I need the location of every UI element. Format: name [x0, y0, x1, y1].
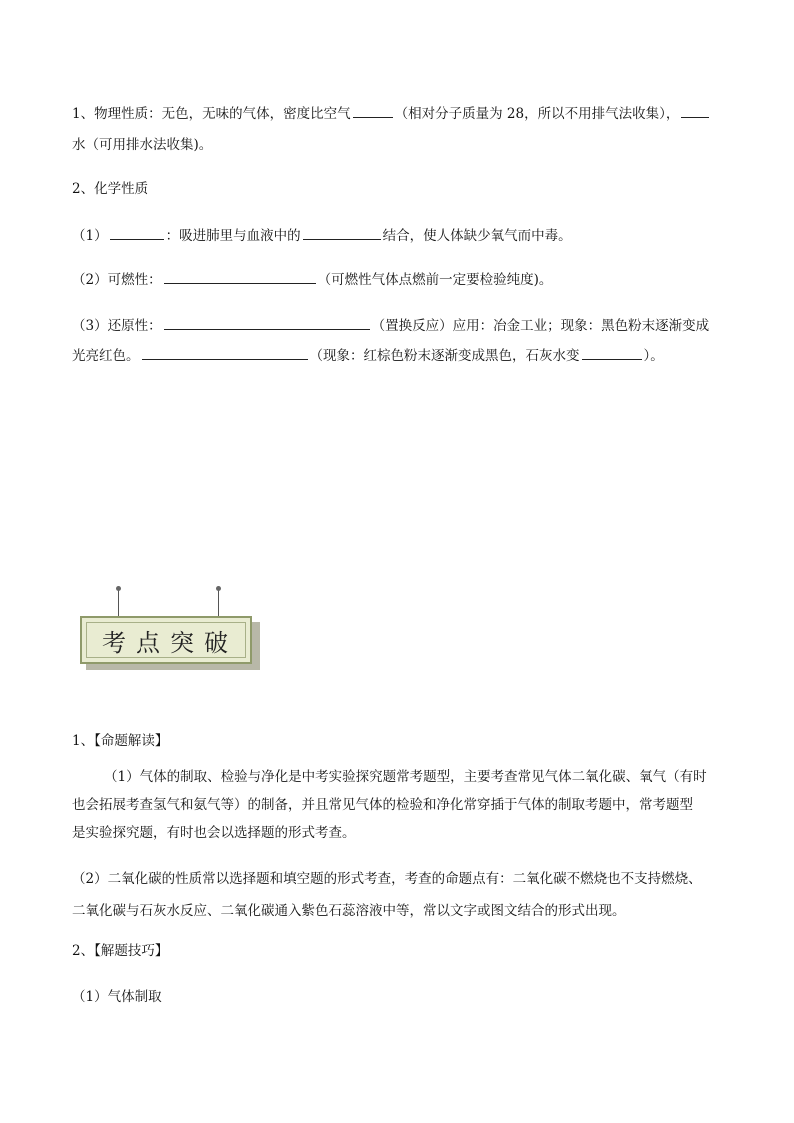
answer-blank[interactable]: [110, 226, 164, 240]
analysis-p2-line: 二氧化碳与石灰水反应、二氧化碳通入紫色石蕊溶液中等，常以文字或图文结合的形式出现。: [72, 903, 626, 919]
badge-title: 考点突破: [86, 622, 246, 658]
answer-blank[interactable]: [582, 346, 642, 360]
tips-heading: 2、【解题技巧】: [72, 943, 169, 959]
section-badge: [80, 588, 260, 672]
answer-blank[interactable]: [164, 270, 316, 284]
answer-blank[interactable]: [142, 346, 308, 360]
hanging-string: [218, 588, 219, 618]
answer-blank[interactable]: [681, 104, 709, 118]
reducibility-line2: 光亮红色。 （现象：红棕色粉末逐渐变成黑色，石灰水变 ）。: [72, 348, 664, 364]
answer-blank[interactable]: [164, 316, 370, 330]
combustibility-line: （2）可燃性： （可燃性气体点燃前一定要检验纯度)。: [72, 272, 553, 288]
badge-frame: [80, 616, 252, 664]
reducibility-line1: （3）还原性： （置换反应）应用：冶金工业；现象：黑色粉末逐渐变成: [72, 318, 710, 334]
answer-blank[interactable]: [353, 104, 393, 118]
tips-item-gas-preparation: （1）气体制取: [72, 989, 162, 1005]
analysis-p2-line: （2）二氧化碳的性质常以选择题和填空题的形式考查，考查的命题点有：二氧化碳不燃烧也不支持燃烧、: [72, 871, 702, 887]
analysis-p1-line: 是实验探究题，有时也会以选择题的形式考查。: [72, 825, 356, 841]
physical-properties-line2: 水（可用排水法收集)。: [72, 137, 213, 153]
chemical-properties-heading: 2、化学性质: [72, 181, 149, 197]
analysis-p1-line: （1）气体的制取、检验与净化是中考实验探究题常考题型，主要考查常见气体二氧化碳、氧气（有时: [104, 769, 707, 785]
toxicity-line: （1） ：吸进肺里与血液中的 结合，使人体缺少氧气而中毒。: [72, 228, 572, 244]
answer-blank[interactable]: [303, 226, 381, 240]
hanging-string: [118, 588, 119, 618]
analysis-p1-line: 也会拓展考查氢气和氨气等）的制备，并且常见气体的检验和净化常穿插于气体的制取考题中，常考题型: [72, 797, 693, 813]
analysis-heading: 1、【命题解读】: [72, 733, 169, 749]
physical-properties-line1: 1、物理性质：无色，无味的气体，密度比空气 （相对分子质量为 28，所以不用排气法收集），: [72, 104, 711, 123]
